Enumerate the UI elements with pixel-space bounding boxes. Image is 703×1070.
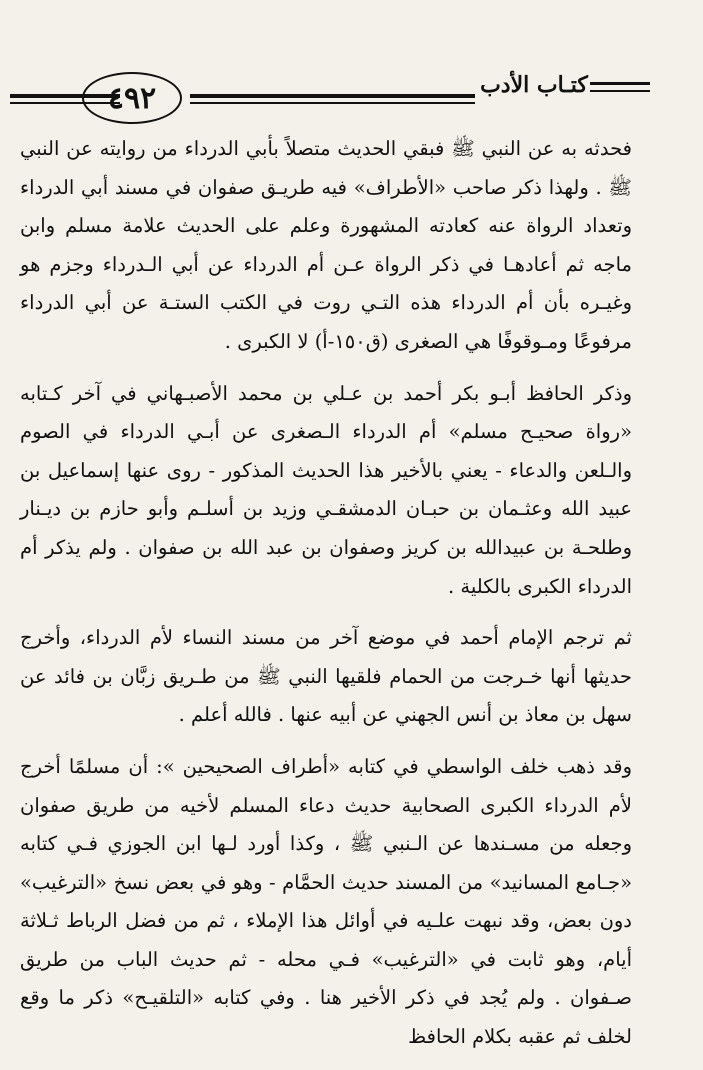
book-title: كتـاب الأدب xyxy=(480,72,588,98)
paragraph-2: وذكر الحافظ أبـو بكر أحمد بن عـلي بن محمد الأصبـهاني في آخر كـتابه «رواة صحيـح مسلم» أم الدرداء الـصغرى عن أبـي الدرداء في الصوم والـلعن والدعاء - يعني بالأخير هذا الحديث المذكور - روى عنها إسماعيل بن عبيد الله وعثـمان بن حبـان الدمشقـي وزيد بن أسلـم وأبو حازم بن ديـنار وطلحـة بن عبيدالله بن كريز وصفوان بن عبد الله بن صفوان . ولم يذكر أم الدرداء الكبرى بالكلية . xyxy=(20,381,632,598)
paragraph-3: ثم ترجم الإمام أحمد في موضع آخر من مسند النساء لأم الدرداء، وأخرج حديثها أنها خـرجت من الحمام فلقيها النبي ﷺ من طـريق زبَّان بن فائد عن سهل بن معاذ بن أنس الجهني عن أبيه عنها . فالله أعلم . xyxy=(20,626,632,727)
header-rule-right xyxy=(590,82,650,85)
paragraph-4: وقد ذهب خلف الواسطي في كتابه «أطراف الصحيحين »: أن مسلمًا أخرج لأم الدرداء الكبرى الصحابية حديث دعاء المسلم لأخيه من طريق صفوان وجعله من مسـندها عن الـنبي ﷺ ، وكذا أورد لـها ابن الجوزي فـي كتابه «جـامع المسانيد» من المسند حديث الحمَّام - وهو في بعض نسخ «الترغيب» دون بعض، وقد نبهت علـيه في أوائل هذا الإملاء ، ثم من فضل الرباط ثـلاثة أيام، وهو ثابت في «الترغيب» فـي محله - ثم حديث الباب من طريق صـفوان . ولم يُجد في ذكر الأخير هنا . وفي كتابه «التلقيـح» ذكر ما وقع لخلف ثم عقبه بكلام الحافظ xyxy=(20,754,632,1049)
page-number: ٤٩٢ xyxy=(82,72,182,124)
body-text xyxy=(20,130,632,1057)
page-header xyxy=(10,68,650,128)
header-rule-middle xyxy=(190,94,475,98)
header-rule-right-thin xyxy=(590,90,650,92)
paragraph-1: فحدثه به عن النبي ﷺ فبقي الحديث متصلاً بأبي الدرداء من روايته عن النبي ﷺ . ولهذا ذكر صاحب «الأطراف» فيه طريـق صفوان في مسند أبي الدرداء وتعداد الرواة عنه كعادته المشهورة وعلم على الحديث علامة مسلم وابن ماجه ثم أعادهـا في ذكر الرواة عـن أم الدرداء عن أبي الـدرداء وجزم هو وغيـره بأن أم الدرداء هذه التـي روت في الكتب الستـة عن أبي الدرداء مرفوعًا ومـوقوفًا هي الصغرى (ق١٥٠-أ) لا الكبرى . xyxy=(20,137,632,353)
header-rule-middle-thin xyxy=(190,102,475,104)
